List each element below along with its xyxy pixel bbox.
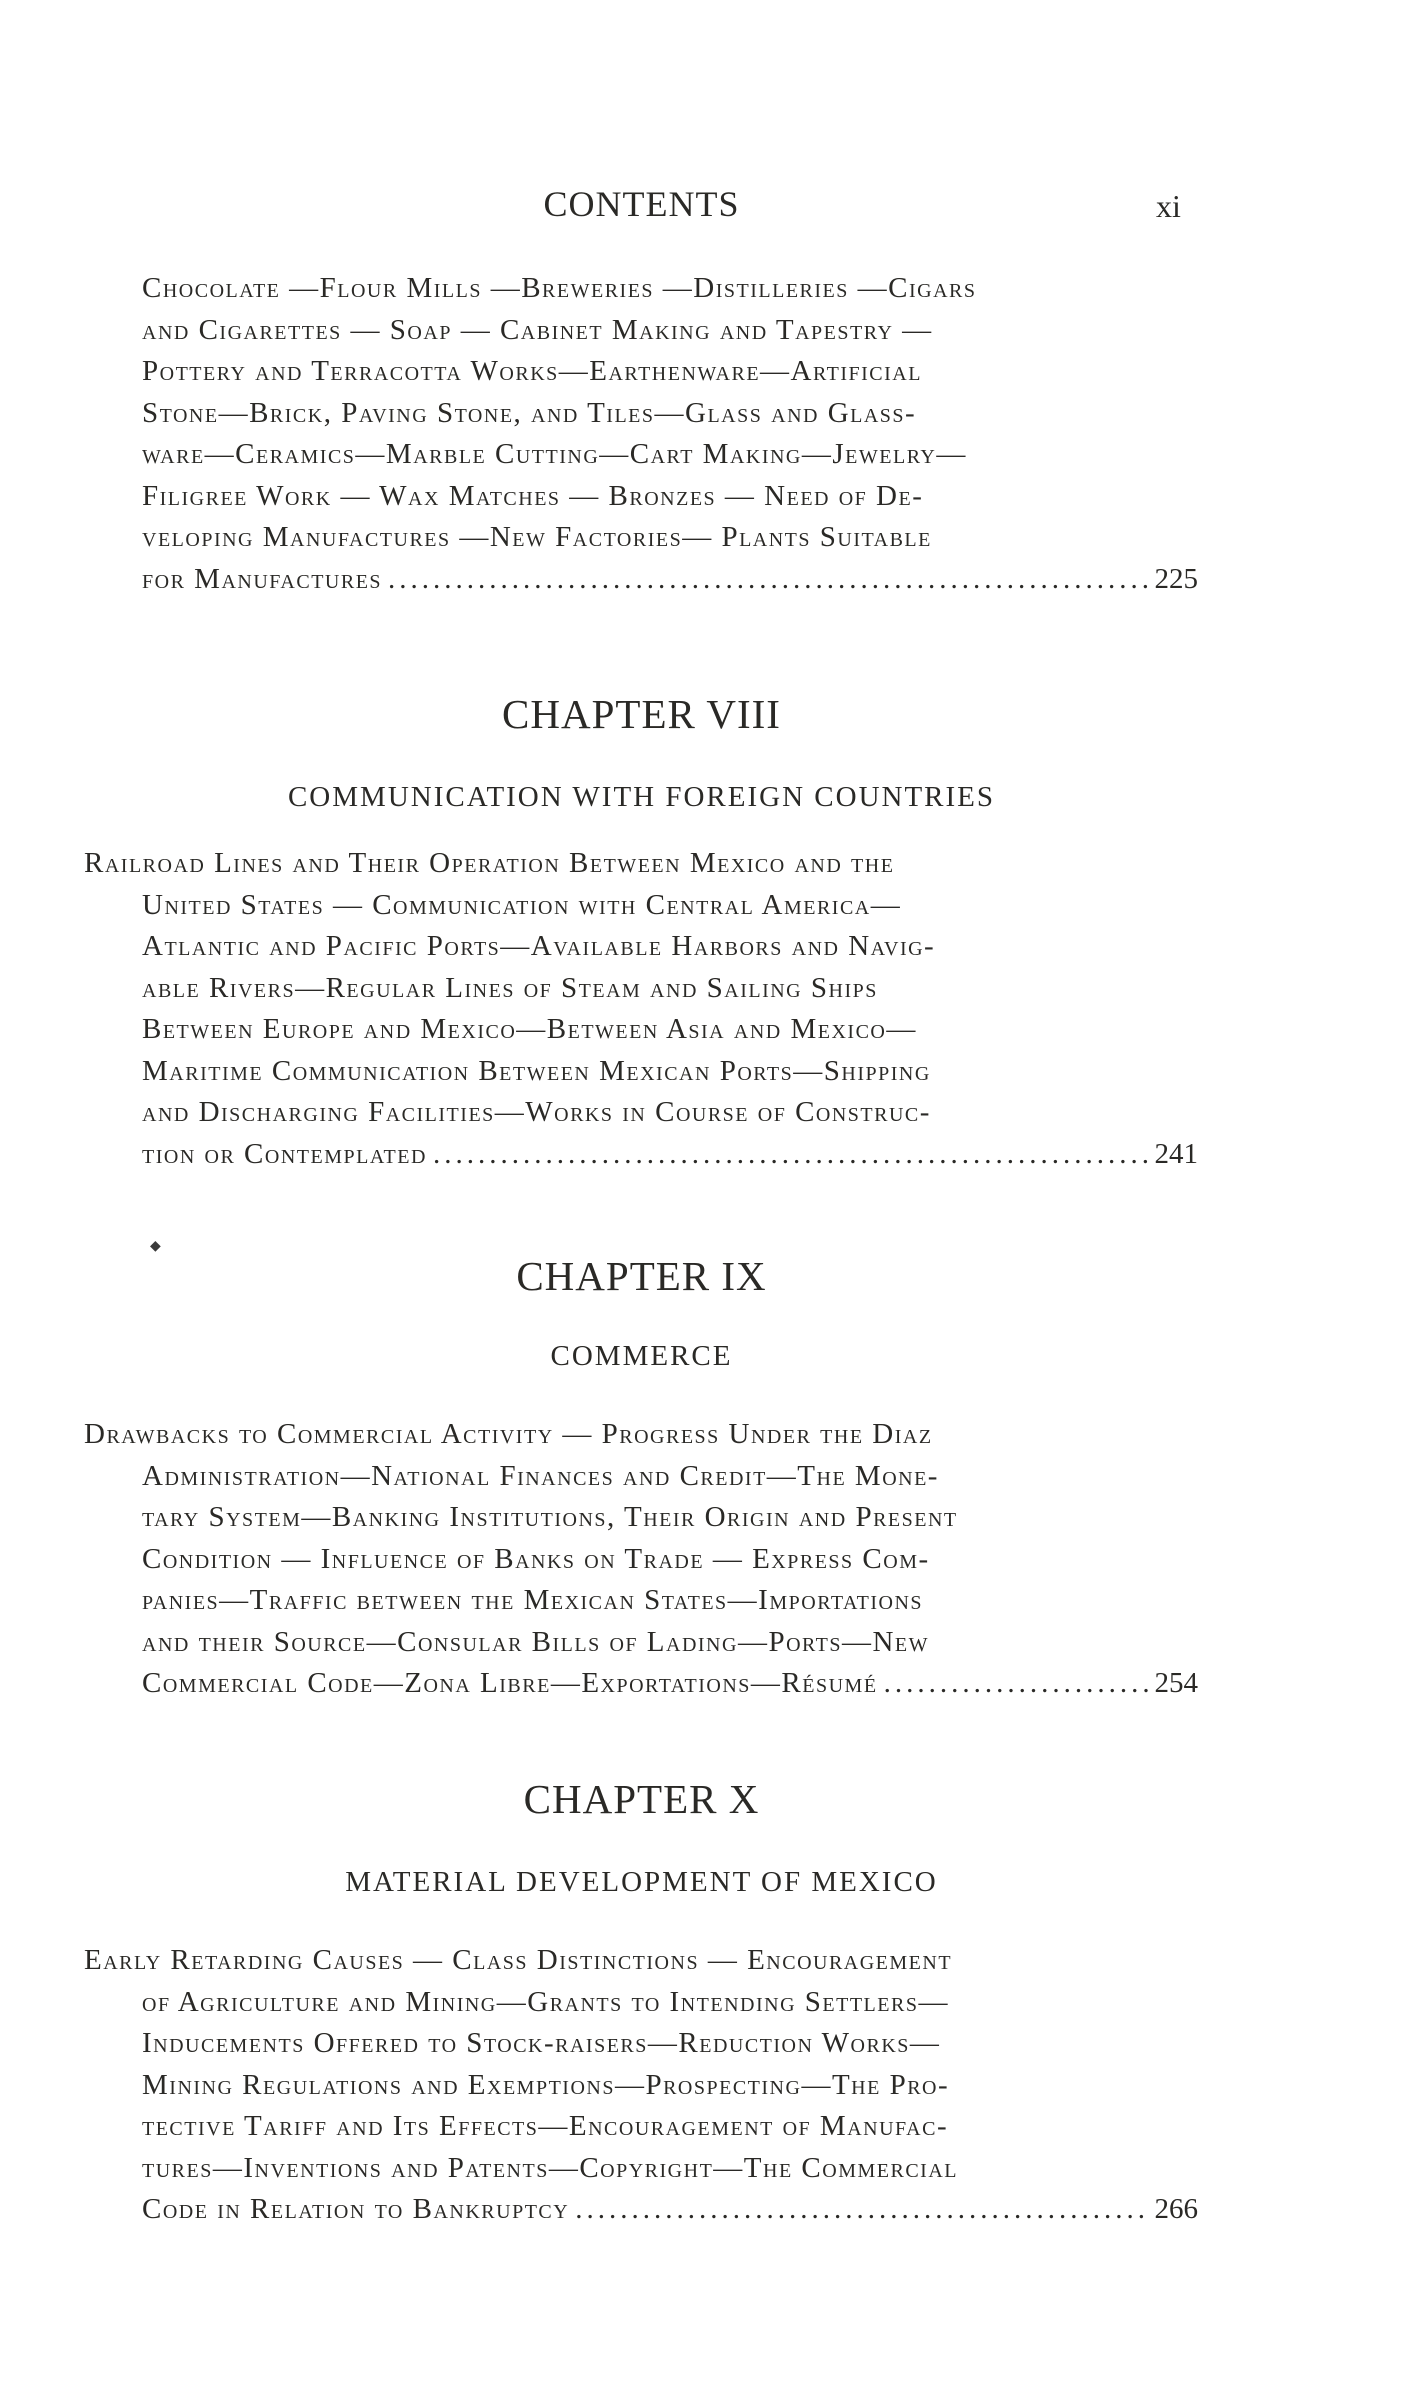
toc-page-number: 266 xyxy=(1154,2193,1198,2225)
toc-entry-line: tective Tariff and Its Effects—Encouragement of Manufac- xyxy=(142,2110,949,2142)
chapter-subtitle: MATERIAL DEVELOPMENT OF MEXICO xyxy=(345,1866,938,1898)
running-header-title: CONTENTS xyxy=(543,184,740,224)
toc-entry-commerce xyxy=(84,1414,1198,1705)
toc-entry-line: Railroad Lines and Their Operation Between Mexico and the xyxy=(84,847,895,879)
running-header-page-number: xi xyxy=(1156,188,1181,224)
toc-entry-line: Maritime Communication Between Mexican Ports—Shipping xyxy=(142,1054,931,1087)
toc-page-number: 254 xyxy=(1154,1667,1198,1699)
toc-entry-line: Code in Relation to Bankruptcy xyxy=(142,2193,570,2225)
toc-entry-line: United States — Communication with Central America— xyxy=(142,888,902,921)
chapter-heading: CHAPTER VIII xyxy=(502,691,781,737)
dot-leader xyxy=(884,1663,1149,1705)
toc-entry-line: Pottery and Terracotta Works—Earthenware—Artificial xyxy=(142,355,922,387)
toc-page-number: 225 xyxy=(1154,562,1198,595)
dot-leader xyxy=(575,2189,1148,2231)
dot-leader xyxy=(433,1134,1149,1176)
toc-entry-line: ware—Ceramics—Marble Cutting—Cart Making—Jewelry— xyxy=(142,438,967,470)
toc-entry-line: for Manufactures xyxy=(142,562,383,595)
toc-entry-line: Inducements Offered to Stock-raisers—Reduction Works— xyxy=(142,2027,941,2059)
toc-entry-manufactures xyxy=(84,268,1198,600)
chapter-heading: CHAPTER X xyxy=(523,1776,760,1822)
toc-entry-line: Early Retarding Causes — Class Distinctions — Encouragement xyxy=(84,1944,953,1976)
toc-entry-line: Atlantic and Pacific Ports—Available Harbors and Navig- xyxy=(142,930,936,962)
toc-page-number: 241 xyxy=(1154,1137,1198,1170)
toc-entry-line: Condition — Influence of Banks on Trade — Express Com- xyxy=(142,1542,930,1575)
toc-entry-line: veloping Manufactures —New Factories— Plants Suitable xyxy=(142,521,932,553)
toc-entry-line: able Rivers—Regular Lines of Steam and Sailing Ships xyxy=(142,971,878,1004)
toc-entry-line: Between Europe and Mexico—Between Asia and Mexico— xyxy=(142,1013,917,1045)
toc-entry-last-line xyxy=(84,2189,1198,2231)
toc-entry-last-line xyxy=(84,1663,1198,1705)
chapter-subtitle: COMMERCE xyxy=(550,1340,733,1372)
toc-entry-line: and Discharging Facilities—Works in Course of Construc- xyxy=(142,1096,931,1128)
toc-entry-line: tion or Contemplated xyxy=(142,1137,427,1170)
toc-entry-line: tures—Inventions and Patents—Copyright—The Commercial xyxy=(142,2151,958,2184)
toc-entry-line: Chocolate —Flour Mills —Breweries —Distilleries —Cigars xyxy=(142,272,977,304)
toc-entry-line: and their Source—Consular Bills of Lading—Ports—New xyxy=(142,1625,930,1658)
printing-speck: ◆ xyxy=(150,1239,161,1254)
toc-entry-line: Filigree Work — Wax Matches — Bronzes — Need of De- xyxy=(142,479,924,512)
chapter-heading: CHAPTER IX xyxy=(516,1253,767,1299)
toc-entry-last-line xyxy=(84,1134,1198,1176)
chapter-subtitle: COMMUNICATION WITH FOREIGN COUNTRIES xyxy=(287,781,996,813)
toc-entry-line: Drawbacks to Commercial Activity — Progress Under the Diaz xyxy=(84,1418,933,1450)
toc-entry-communication xyxy=(84,843,1198,1175)
toc-entry-last-line xyxy=(84,559,1198,601)
toc-entry-line: Commercial Code—Zona Libre—Exportations—Résumé xyxy=(142,1667,878,1699)
toc-entry-material-development xyxy=(84,1940,1198,2231)
toc-entry-line: Mining Regulations and Exemptions—Prospecting—The Pro- xyxy=(142,2068,950,2101)
toc-entry-line: Stone—Brick, Paving Stone, and Tiles—Glass and Glass- xyxy=(142,396,917,429)
dot-leader xyxy=(388,559,1148,601)
toc-entry-line: of Agriculture and Mining—Grants to Intending Settlers— xyxy=(142,1985,949,2018)
toc-entry-line: tary System—Banking Institutions, Their Origin and Present xyxy=(142,1501,958,1533)
toc-entry-line: panies—Traffic between the Mexican States—Importations xyxy=(142,1584,924,1616)
toc-entry-line: and Cigarettes — Soap — Cabinet Making and Tapestry — xyxy=(142,313,933,346)
toc-entry-line: Administration—National Finances and Credit—The Mone- xyxy=(142,1459,939,1492)
